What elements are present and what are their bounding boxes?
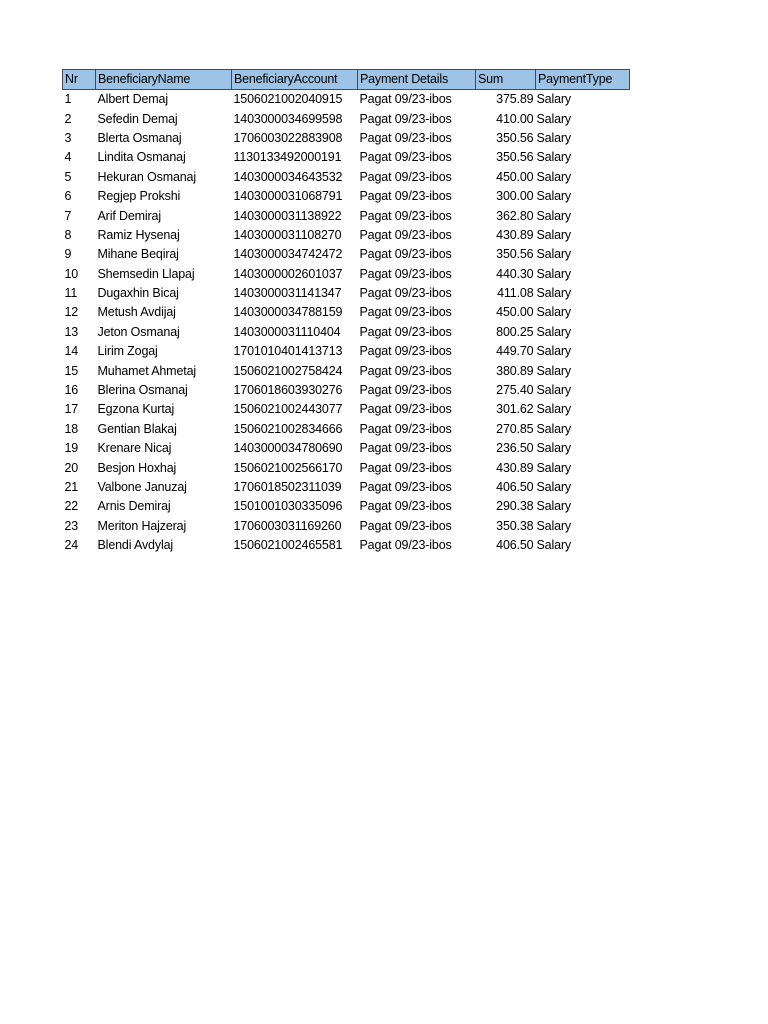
cell-sum: 270.85	[496, 421, 534, 436]
cell-beneficiary-name: Hekuran Osmanaj	[97, 169, 196, 184]
cell-beneficiary-name: Sefedin Demaj	[97, 111, 178, 126]
cell-beneficiary-account: 1403000034643532	[233, 169, 343, 184]
cell-beneficiary-account: 1403000031068791	[233, 189, 343, 204]
cell-sum: 800.25	[496, 324, 534, 339]
cell-beneficiary-account: 1701010401413713	[233, 344, 343, 359]
cell-nr: 17	[64, 402, 79, 417]
cell-beneficiary-account: 1403000034742472	[233, 247, 343, 262]
cell-payment-type: Salary	[536, 247, 572, 262]
cell-payment-details: Pagat 09/23-ibos	[359, 363, 452, 378]
cell-sum: 375.89	[496, 92, 534, 107]
cell-sum: 290.38	[496, 499, 534, 514]
table-row	[63, 323, 630, 342]
cell-nr: 14	[64, 344, 79, 359]
cell-sum: 350.56	[496, 150, 534, 165]
cell-nr: 19	[64, 441, 79, 456]
cell-beneficiary-name: Lirim Zogaj	[97, 344, 158, 359]
cell-payment-type: Salary	[536, 111, 572, 126]
cell-beneficiary-name: Jeton Osmanaj	[97, 324, 180, 339]
cell-payment-details: Pagat 09/23-ibos	[359, 460, 452, 475]
column-header-nr: Nr	[63, 70, 96, 90]
table-row	[63, 400, 630, 419]
cell-payment-details: Pagat 09/23-ibos	[359, 130, 452, 145]
cell-beneficiary-account: 1403000034699598	[233, 111, 343, 126]
cell-beneficiary-account: 1706018502311039	[233, 480, 342, 494]
cell-nr: 13	[64, 324, 79, 339]
cell-payment-details: Pagat 09/23-ibos	[359, 286, 452, 301]
cell-sum: 406.50	[496, 538, 534, 553]
cell-nr: 22	[64, 499, 79, 514]
cell-beneficiary-name: Regjep Prokshi	[97, 189, 181, 204]
cell-sum: 350.38	[496, 518, 534, 533]
cell-payment-details: Pagat 09/23-ibos	[359, 169, 452, 184]
cell-payment-details: Pagat 09/23-ibos	[359, 499, 452, 514]
cell-sum: 450.00	[496, 305, 534, 320]
cell-nr: 16	[64, 383, 79, 398]
cell-payment-details: Pagat 09/23-ibos	[359, 421, 452, 436]
table-header-row	[63, 70, 630, 90]
cell-beneficiary-account: 1506021002566170	[233, 460, 343, 475]
cell-sum: 430.89	[496, 227, 534, 242]
cell-beneficiary-account: 1403000034788159	[233, 305, 343, 320]
cell-beneficiary-name: Blerina Osmanaj	[97, 383, 188, 398]
cell-beneficiary-name: Krenare Nicaj	[97, 441, 172, 456]
cell-nr: 4	[64, 150, 72, 165]
cell-nr: 15	[64, 363, 79, 378]
table-row	[63, 148, 630, 167]
cell-sum: 362.80	[496, 208, 534, 223]
cell-nr: 5	[64, 169, 72, 184]
column-header-sum: Sum	[476, 70, 536, 90]
payments-table	[62, 69, 630, 555]
cell-payment-details: Pagat 09/23-ibos	[359, 441, 452, 456]
cell-beneficiary-name: Gentian Blakaj	[97, 421, 177, 436]
table-row	[63, 517, 630, 536]
cell-payment-details: Pagat 09/23-ibos	[359, 305, 452, 320]
cell-payment-type: Salary	[536, 441, 572, 456]
cell-nr: 20	[64, 460, 79, 475]
cell-payment-details: Pagat 09/23-ibos	[359, 344, 452, 359]
table-row	[63, 245, 630, 264]
cell-payment-type: Salary	[536, 208, 572, 223]
cell-beneficiary-account: 1403000002601037	[233, 266, 343, 281]
column-header-beneficiary-name: BeneficiaryName	[96, 70, 232, 90]
cell-sum: 380.89	[496, 363, 534, 378]
cell-sum: 301.62	[496, 402, 534, 417]
cell-sum: 236.50	[496, 441, 534, 456]
cell-payment-details: Pagat 09/23-ibos	[359, 189, 452, 204]
cell-beneficiary-account: 1506021002834666	[233, 421, 343, 436]
table-row	[63, 439, 630, 458]
table-row	[63, 478, 630, 497]
cell-beneficiary-name: Lindita Osmanaj	[97, 150, 186, 165]
table-row	[63, 361, 630, 380]
cell-payment-type: Salary	[536, 499, 572, 514]
cell-beneficiary-account: 1706018603930276	[233, 383, 343, 398]
table-row	[63, 226, 630, 245]
table-row	[63, 168, 630, 187]
cell-payment-type: Salary	[536, 305, 572, 320]
cell-beneficiary-name: Metush Avdijaj	[97, 305, 176, 320]
cell-sum: 350.56	[496, 247, 534, 262]
column-header-payment-type: PaymentType	[536, 70, 630, 90]
cell-beneficiary-account: 1506021002040915	[233, 92, 343, 107]
cell-payment-type: Salary	[536, 130, 572, 145]
cell-payment-type: Salary	[536, 169, 572, 184]
cell-beneficiary-account: 1403000031138922	[233, 208, 342, 223]
cell-nr: 21	[64, 480, 79, 494]
cell-payment-type: Salary	[536, 344, 572, 359]
cell-beneficiary-name: Blerta Osmanaj	[97, 130, 182, 145]
cell-payment-type: Salary	[536, 189, 572, 204]
cell-payment-type: Salary	[536, 150, 572, 165]
table-row	[63, 303, 630, 322]
cell-payment-type: Salary	[536, 480, 572, 494]
cell-sum: 411.08	[497, 286, 534, 301]
cell-beneficiary-account: 1403000031110404	[233, 324, 341, 339]
table-row	[63, 109, 630, 128]
cell-sum: 350.56	[496, 130, 534, 145]
cell-payment-details: Pagat 09/23-ibos	[359, 402, 452, 417]
cell-payment-type: Salary	[536, 460, 572, 475]
cell-beneficiary-account: 1506021002758424	[233, 363, 343, 378]
cell-beneficiary-account: 1403000031141347	[233, 286, 342, 301]
cell-sum: 449.70	[496, 344, 534, 359]
table-row	[63, 265, 630, 284]
table-row	[63, 381, 630, 400]
cell-payment-type: Salary	[536, 92, 572, 107]
cell-beneficiary-name: Arnis Demiraj	[97, 499, 171, 514]
cell-payment-details: Pagat 09/23-ibos	[359, 150, 452, 165]
cell-payment-type: Salary	[536, 324, 572, 339]
cell-nr: 10	[64, 266, 79, 281]
cell-payment-details: Pagat 09/23-ibos	[359, 208, 452, 223]
cell-nr: 12	[64, 305, 79, 320]
cell-payment-type: Salary	[536, 383, 572, 398]
cell-payment-type: Salary	[536, 421, 572, 436]
column-header-beneficiary-account: BeneficiaryAccount	[232, 70, 358, 90]
cell-payment-details: Pagat 09/23-ibos	[359, 383, 452, 398]
cell-beneficiary-account: 1130133492000191	[233, 150, 342, 165]
cell-nr: 23	[64, 518, 79, 533]
cell-payment-details: Pagat 09/23-ibos	[359, 324, 452, 339]
table-row	[63, 536, 630, 555]
cell-beneficiary-name: Shemsedin Llapaj	[97, 266, 195, 281]
cell-nr: 11	[64, 286, 78, 301]
cell-payment-type: Salary	[536, 286, 572, 301]
cell-sum: 300.00	[496, 189, 534, 204]
cell-beneficiary-account: 1706003022883908	[233, 130, 343, 145]
table-row	[63, 90, 630, 110]
cell-beneficiary-account: 1403000034780690	[233, 441, 343, 456]
cell-sum: 430.89	[496, 460, 534, 475]
cell-beneficiary-account: 1506021002443077	[233, 402, 343, 417]
cell-beneficiary-name: Albert Demaj	[97, 92, 168, 107]
cell-sum: 275.40	[496, 383, 534, 398]
cell-beneficiary-name: Egzona Kurtaj	[97, 402, 175, 417]
cell-nr: 3	[64, 130, 72, 145]
table-row	[63, 129, 630, 148]
cell-payment-details: Pagat 09/23-ibos	[359, 480, 452, 494]
cell-payment-type: Salary	[536, 402, 572, 417]
cell-beneficiary-name: Arif Demiraj	[97, 208, 161, 223]
cell-nr: 9	[64, 247, 72, 262]
table-row	[63, 497, 630, 516]
table-row	[63, 458, 630, 477]
table-row	[63, 284, 630, 303]
cell-beneficiary-name: Besjon Hoxhaj	[97, 460, 177, 475]
cell-beneficiary-account: 1403000031108270	[233, 227, 342, 242]
cell-payment-details: Pagat 09/23-ibos	[359, 92, 452, 107]
payments-sheet	[62, 69, 630, 555]
cell-beneficiary-account: 1706003031169260	[233, 518, 342, 533]
cell-nr: 7	[64, 208, 72, 223]
table-row	[63, 187, 630, 206]
cell-payment-details: Pagat 09/23-ibos	[359, 247, 452, 262]
column-header-payment-details: Payment Details	[358, 70, 476, 90]
cell-payment-type: Salary	[536, 538, 572, 553]
table-row	[63, 206, 630, 225]
cell-beneficiary-name: Muhamet Ahmetaj	[97, 363, 196, 378]
cell-sum: 410.00	[496, 111, 534, 126]
cell-payment-type: Salary	[536, 363, 572, 378]
cell-payment-details: Pagat 09/23-ibos	[359, 111, 452, 126]
cell-sum: 406.50	[496, 480, 534, 494]
cell-payment-type: Salary	[536, 266, 572, 281]
cell-nr: 8	[64, 227, 72, 242]
cell-payment-details: Pagat 09/23-ibos	[359, 266, 452, 281]
cell-nr: 6	[64, 189, 72, 204]
cell-beneficiary-name: Ramiz Hysenaj	[97, 227, 180, 242]
cell-sum: 450.00	[496, 169, 534, 184]
cell-nr: 18	[64, 421, 79, 436]
cell-nr: 24	[64, 538, 79, 553]
cell-beneficiary-account: 1501001030335096	[233, 499, 343, 514]
cell-nr: 2	[64, 111, 72, 126]
cell-payment-type: Salary	[536, 227, 572, 242]
cell-beneficiary-name: Valbone Januzaj	[97, 480, 187, 494]
cell-payment-details: Pagat 09/23-ibos	[359, 518, 452, 533]
cell-beneficiary-name: Mihane Beqiraj	[97, 247, 179, 262]
cell-beneficiary-account: 1506021002465581	[233, 538, 343, 553]
cell-payment-details: Pagat 09/23-ibos	[359, 227, 452, 242]
cell-payment-details: Pagat 09/23-ibos	[359, 538, 452, 553]
cell-payment-type: Salary	[536, 518, 572, 533]
table-row	[63, 420, 630, 439]
cell-beneficiary-name: Meriton Hajzeraj	[97, 518, 187, 533]
table-row	[63, 342, 630, 361]
cell-beneficiary-name: Dugaxhin Bicaj	[97, 286, 179, 301]
cell-nr: 1	[64, 92, 72, 107]
cell-sum: 440.30	[496, 266, 534, 281]
cell-beneficiary-name: Blendi Avdylaj	[97, 538, 174, 553]
